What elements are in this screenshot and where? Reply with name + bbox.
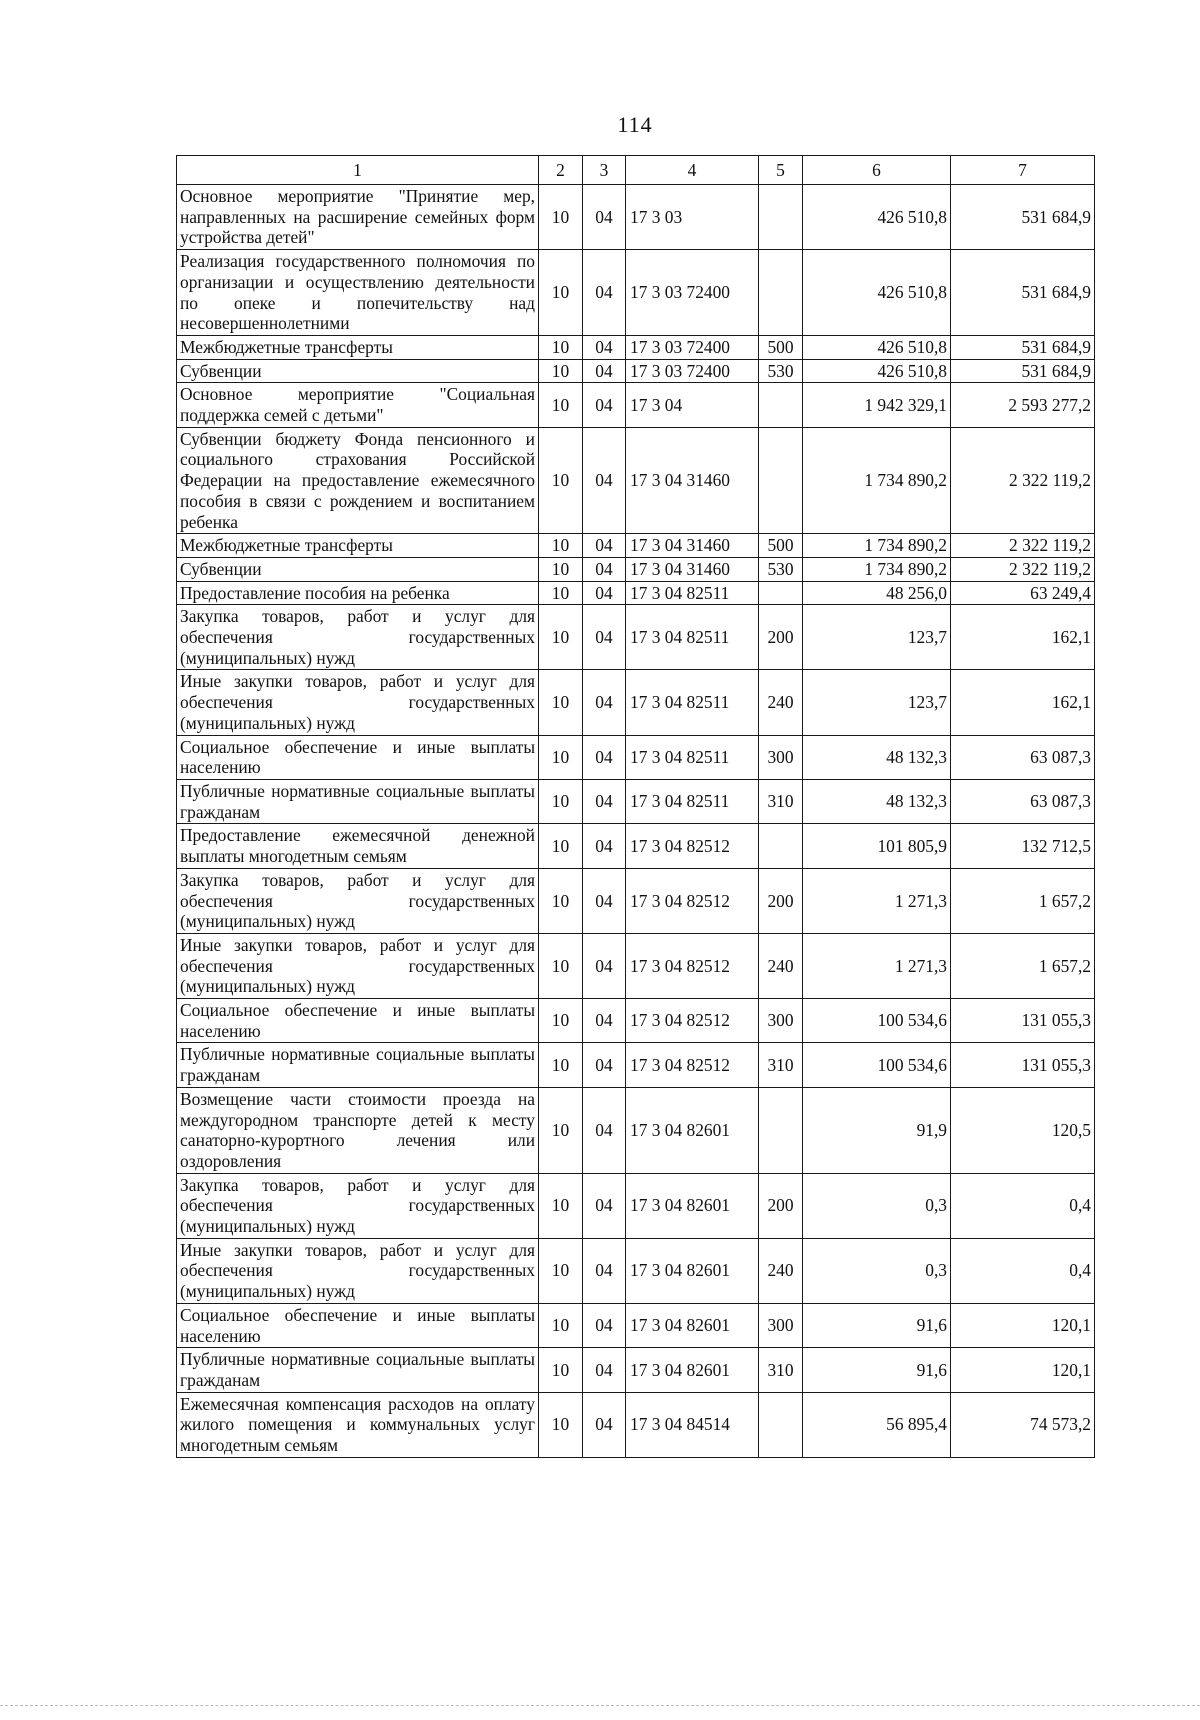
- row-expense-type-cell: 200: [759, 868, 803, 933]
- row-subsection-cell: 04: [583, 534, 626, 558]
- row-subsection-cell: 04: [583, 605, 626, 670]
- row-expense-type-cell: [759, 250, 803, 336]
- row-amount-year-1-cell: 426 510,8: [803, 359, 951, 383]
- row-section-cell: 10: [539, 1173, 583, 1238]
- row-subsection-cell: 04: [583, 933, 626, 998]
- row-amount-year-1-cell: 0,3: [803, 1173, 951, 1238]
- row-subsection-cell: 04: [583, 824, 626, 868]
- row-name-cell: Предоставление ежемесячной денежной выплаты многодетным семьям: [177, 824, 539, 868]
- row-amount-year-1-cell: 91,9: [803, 1087, 951, 1173]
- row-amount-year-1-cell: 1 734 890,2: [803, 427, 951, 534]
- row-expense-type-cell: [759, 824, 803, 868]
- table-row: [177, 534, 1095, 558]
- row-amount-year-2-cell: 131 055,3: [951, 1043, 1095, 1087]
- row-target-article-cell: 17 3 04 82512: [626, 824, 759, 868]
- row-section-cell: 10: [539, 185, 583, 250]
- row-expense-type-cell: 240: [759, 1238, 803, 1303]
- row-name-cell: Закупка товаров, работ и услуг для обеспечения государственных (муниципальных) нужд: [177, 605, 539, 670]
- row-name-cell: Социальное обеспечение и иные выплаты населению: [177, 735, 539, 779]
- row-amount-year-1-cell: 1 271,3: [803, 933, 951, 998]
- header-col-2: 2: [539, 156, 583, 185]
- row-subsection-cell: 04: [583, 999, 626, 1043]
- row-expense-type-cell: 200: [759, 1173, 803, 1238]
- row-amount-year-2-cell: 131 055,3: [951, 999, 1095, 1043]
- row-name-cell: Субвенции бюджету Фонда пенсионного и социального страхования Российской Федерации на предоставление ежемесячного пособия в связи с рождением и воспитанием ребенка: [177, 427, 539, 534]
- row-subsection-cell: 04: [583, 557, 626, 581]
- row-amount-year-2-cell: 120,5: [951, 1087, 1095, 1173]
- row-expense-type-cell: [759, 1392, 803, 1457]
- row-subsection-cell: 04: [583, 868, 626, 933]
- row-amount-year-1-cell: 426 510,8: [803, 250, 951, 336]
- row-amount-year-1-cell: 100 534,6: [803, 1043, 951, 1087]
- row-amount-year-2-cell: 2 593 277,2: [951, 383, 1095, 427]
- row-name-cell: Основное мероприятие "Социальная поддержка семей с детьми": [177, 383, 539, 427]
- row-subsection-cell: 04: [583, 359, 626, 383]
- row-section-cell: 10: [539, 383, 583, 427]
- table-row: [177, 1238, 1095, 1303]
- row-name-cell: Субвенции: [177, 359, 539, 383]
- row-subsection-cell: 04: [583, 779, 626, 823]
- row-section-cell: 10: [539, 605, 583, 670]
- row-target-article-cell: 17 3 04 31460: [626, 427, 759, 534]
- row-subsection-cell: 04: [583, 383, 626, 427]
- row-subsection-cell: 04: [583, 735, 626, 779]
- row-amount-year-1-cell: 101 805,9: [803, 824, 951, 868]
- row-amount-year-2-cell: 0,4: [951, 1238, 1095, 1303]
- row-amount-year-2-cell: 1 657,2: [951, 933, 1095, 998]
- row-name-cell: Публичные нормативные социальные выплаты гражданам: [177, 1043, 539, 1087]
- row-name-cell: Иные закупки товаров, работ и услуг для обеспечения государственных (муниципальных) нужд: [177, 1238, 539, 1303]
- table-row: [177, 581, 1095, 605]
- header-col-5: 5: [759, 156, 803, 185]
- row-section-cell: 10: [539, 1087, 583, 1173]
- row-target-article-cell: 17 3 04 84514: [626, 1392, 759, 1457]
- row-subsection-cell: 04: [583, 581, 626, 605]
- row-section-cell: 10: [539, 824, 583, 868]
- row-target-article-cell: 17 3 04 82601: [626, 1173, 759, 1238]
- row-section-cell: 10: [539, 735, 583, 779]
- row-name-cell: Ежемесячная компенсация расходов на оплату жилого помещения и коммунальных услуг многодетным семьям: [177, 1392, 539, 1457]
- row-amount-year-1-cell: 48 256,0: [803, 581, 951, 605]
- row-section-cell: 10: [539, 1238, 583, 1303]
- table-row: [177, 779, 1095, 823]
- row-amount-year-2-cell: 162,1: [951, 670, 1095, 735]
- table-row: [177, 1087, 1095, 1173]
- row-expense-type-cell: 310: [759, 1043, 803, 1087]
- row-amount-year-1-cell: 91,6: [803, 1348, 951, 1392]
- row-amount-year-1-cell: 0,3: [803, 1238, 951, 1303]
- row-section-cell: 10: [539, 1392, 583, 1457]
- row-name-cell: Закупка товаров, работ и услуг для обеспечения государственных (муниципальных) нужд: [177, 1173, 539, 1238]
- row-subsection-cell: 04: [583, 1348, 626, 1392]
- row-amount-year-2-cell: 0,4: [951, 1173, 1095, 1238]
- row-section-cell: 10: [539, 670, 583, 735]
- table-row: [177, 557, 1095, 581]
- row-target-article-cell: 17 3 04 31460: [626, 557, 759, 581]
- row-target-article-cell: 17 3 03: [626, 185, 759, 250]
- row-amount-year-1-cell: 100 534,6: [803, 999, 951, 1043]
- row-amount-year-2-cell: 162,1: [951, 605, 1095, 670]
- row-amount-year-1-cell: 1 734 890,2: [803, 557, 951, 581]
- row-section-cell: 10: [539, 250, 583, 336]
- row-target-article-cell: 17 3 04 82511: [626, 581, 759, 605]
- table-row: [177, 824, 1095, 868]
- row-section-cell: 10: [539, 359, 583, 383]
- row-section-cell: 10: [539, 427, 583, 534]
- row-amount-year-2-cell: 63 249,4: [951, 581, 1095, 605]
- row-expense-type-cell: 200: [759, 605, 803, 670]
- table-row: [177, 605, 1095, 670]
- row-subsection-cell: 04: [583, 1392, 626, 1457]
- table-row: [177, 1173, 1095, 1238]
- row-expense-type-cell: [759, 383, 803, 427]
- row-section-cell: 10: [539, 1348, 583, 1392]
- table-row: [177, 1043, 1095, 1087]
- row-name-cell: Субвенции: [177, 557, 539, 581]
- row-subsection-cell: 04: [583, 1173, 626, 1238]
- row-amount-year-2-cell: 63 087,3: [951, 735, 1095, 779]
- row-amount-year-2-cell: 74 573,2: [951, 1392, 1095, 1457]
- header-col-4: 4: [626, 156, 759, 185]
- row-target-article-cell: 17 3 04 82601: [626, 1238, 759, 1303]
- row-subsection-cell: 04: [583, 250, 626, 336]
- row-amount-year-1-cell: 1 942 329,1: [803, 383, 951, 427]
- row-section-cell: 10: [539, 534, 583, 558]
- row-section-cell: 10: [539, 999, 583, 1043]
- row-target-article-cell: 17 3 04 31460: [626, 534, 759, 558]
- row-expense-type-cell: [759, 427, 803, 534]
- row-target-article-cell: 17 3 03 72400: [626, 359, 759, 383]
- table-body: [177, 185, 1095, 1458]
- row-expense-type-cell: 310: [759, 779, 803, 823]
- row-subsection-cell: 04: [583, 335, 626, 359]
- row-target-article-cell: 17 3 04 82512: [626, 999, 759, 1043]
- row-amount-year-2-cell: 531 684,9: [951, 359, 1095, 383]
- table-row: [177, 359, 1095, 383]
- row-target-article-cell: 17 3 04 82512: [626, 868, 759, 933]
- table-row: [177, 1392, 1095, 1457]
- row-section-cell: 10: [539, 581, 583, 605]
- row-target-article-cell: 17 3 04 82511: [626, 605, 759, 670]
- row-section-cell: 10: [539, 933, 583, 998]
- row-subsection-cell: 04: [583, 1087, 626, 1173]
- table-row: [177, 735, 1095, 779]
- table-row: [177, 1303, 1095, 1347]
- row-section-cell: 10: [539, 779, 583, 823]
- row-expense-type-cell: [759, 185, 803, 250]
- table-row: [177, 383, 1095, 427]
- row-name-cell: Реализация государственного полномочия по организации и осуществлению деятельности по опеке и попечительству над несовершеннолетними: [177, 250, 539, 336]
- row-name-cell: Иные закупки товаров, работ и услуг для обеспечения государственных (муниципальных) нужд: [177, 670, 539, 735]
- row-name-cell: Основное мероприятие "Принятие мер, направленных на расширение семейных форм устройства детей": [177, 185, 539, 250]
- row-expense-type-cell: 240: [759, 670, 803, 735]
- row-amount-year-2-cell: 132 712,5: [951, 824, 1095, 868]
- row-amount-year-1-cell: 48 132,3: [803, 735, 951, 779]
- row-expense-type-cell: [759, 581, 803, 605]
- row-amount-year-2-cell: 531 684,9: [951, 185, 1095, 250]
- table-row: [177, 670, 1095, 735]
- row-amount-year-1-cell: 56 895,4: [803, 1392, 951, 1457]
- row-target-article-cell: 17 3 04: [626, 383, 759, 427]
- row-name-cell: Предоставление пособия на ребенка: [177, 581, 539, 605]
- row-name-cell: Межбюджетные трансферты: [177, 534, 539, 558]
- row-target-article-cell: 17 3 03 72400: [626, 335, 759, 359]
- row-amount-year-1-cell: 1 271,3: [803, 868, 951, 933]
- row-expense-type-cell: 500: [759, 534, 803, 558]
- table-row: [177, 1348, 1095, 1392]
- row-target-article-cell: 17 3 04 82601: [626, 1348, 759, 1392]
- row-amount-year-2-cell: 120,1: [951, 1348, 1095, 1392]
- row-subsection-cell: 04: [583, 427, 626, 534]
- row-amount-year-2-cell: 120,1: [951, 1303, 1095, 1347]
- row-target-article-cell: 17 3 04 82512: [626, 933, 759, 998]
- row-subsection-cell: 04: [583, 185, 626, 250]
- row-amount-year-1-cell: 426 510,8: [803, 185, 951, 250]
- row-name-cell: Публичные нормативные социальные выплаты гражданам: [177, 1348, 539, 1392]
- row-name-cell: Иные закупки товаров, работ и услуг для обеспечения государственных (муниципальных) нужд: [177, 933, 539, 998]
- row-name-cell: Закупка товаров, работ и услуг для обеспечения государственных (муниципальных) нужд: [177, 868, 539, 933]
- table-row: [177, 185, 1095, 250]
- budget-table: [176, 155, 1095, 1458]
- row-name-cell: Социальное обеспечение и иные выплаты населению: [177, 1303, 539, 1347]
- table-row: [177, 999, 1095, 1043]
- row-amount-year-2-cell: 1 657,2: [951, 868, 1095, 933]
- row-target-article-cell: 17 3 04 82511: [626, 670, 759, 735]
- row-amount-year-1-cell: 48 132,3: [803, 779, 951, 823]
- row-expense-type-cell: 500: [759, 335, 803, 359]
- table-header: [177, 156, 1095, 185]
- row-expense-type-cell: 530: [759, 557, 803, 581]
- row-target-article-cell: 17 3 04 82511: [626, 735, 759, 779]
- row-amount-year-2-cell: 531 684,9: [951, 335, 1095, 359]
- row-expense-type-cell: [759, 1087, 803, 1173]
- row-amount-year-1-cell: 123,7: [803, 670, 951, 735]
- table-row: [177, 250, 1095, 336]
- header-col-7: 7: [951, 156, 1095, 185]
- page-bottom-rule: [0, 1705, 1200, 1706]
- row-amount-year-1-cell: 123,7: [803, 605, 951, 670]
- header-row: [177, 156, 1095, 185]
- row-expense-type-cell: 240: [759, 933, 803, 998]
- row-amount-year-2-cell: 2 322 119,2: [951, 534, 1095, 558]
- row-amount-year-2-cell: 531 684,9: [951, 250, 1095, 336]
- row-amount-year-1-cell: 1 734 890,2: [803, 534, 951, 558]
- row-section-cell: 10: [539, 1043, 583, 1087]
- row-name-cell: Возмещение части стоимости проезда на междугородном транспорте детей к месту санаторно-курортного лечения или оздоровления: [177, 1087, 539, 1173]
- page-number: 114: [617, 112, 653, 137]
- header-col-1: 1: [177, 156, 539, 185]
- row-subsection-cell: 04: [583, 1043, 626, 1087]
- row-name-cell: Социальное обеспечение и иные выплаты населению: [177, 999, 539, 1043]
- row-expense-type-cell: 310: [759, 1348, 803, 1392]
- row-target-article-cell: 17 3 04 82511: [626, 779, 759, 823]
- row-subsection-cell: 04: [583, 1238, 626, 1303]
- row-section-cell: 10: [539, 335, 583, 359]
- header-col-3: 3: [583, 156, 626, 185]
- row-target-article-cell: 17 3 04 82601: [626, 1303, 759, 1347]
- table-row: [177, 427, 1095, 534]
- row-target-article-cell: 17 3 04 82601: [626, 1087, 759, 1173]
- row-name-cell: Межбюджетные трансферты: [177, 335, 539, 359]
- row-target-article-cell: 17 3 04 82512: [626, 1043, 759, 1087]
- row-section-cell: 10: [539, 557, 583, 581]
- row-subsection-cell: 04: [583, 670, 626, 735]
- row-amount-year-2-cell: 2 322 119,2: [951, 427, 1095, 534]
- header-col-6: 6: [803, 156, 951, 185]
- row-amount-year-1-cell: 91,6: [803, 1303, 951, 1347]
- row-target-article-cell: 17 3 03 72400: [626, 250, 759, 336]
- row-expense-type-cell: 530: [759, 359, 803, 383]
- row-section-cell: 10: [539, 868, 583, 933]
- table-row: [177, 868, 1095, 933]
- row-expense-type-cell: 300: [759, 999, 803, 1043]
- row-section-cell: 10: [539, 1303, 583, 1347]
- row-expense-type-cell: 300: [759, 1303, 803, 1347]
- row-amount-year-2-cell: 63 087,3: [951, 779, 1095, 823]
- row-amount-year-2-cell: 2 322 119,2: [951, 557, 1095, 581]
- row-subsection-cell: 04: [583, 1303, 626, 1347]
- row-expense-type-cell: 300: [759, 735, 803, 779]
- row-amount-year-1-cell: 426 510,8: [803, 335, 951, 359]
- table-row: [177, 933, 1095, 998]
- row-name-cell: Публичные нормативные социальные выплаты гражданам: [177, 779, 539, 823]
- table-row: [177, 335, 1095, 359]
